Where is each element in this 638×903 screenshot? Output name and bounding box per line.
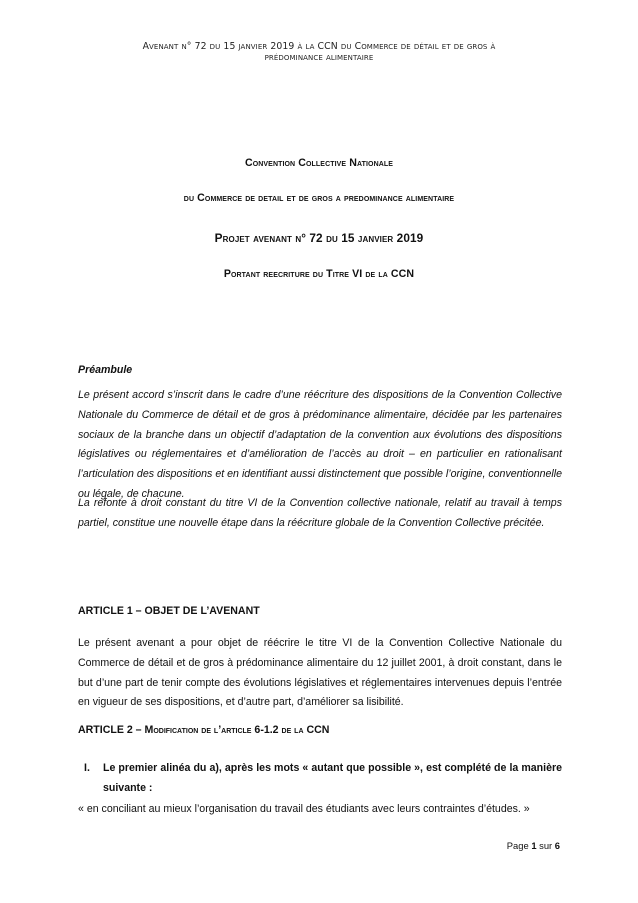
article-1-heading: ARTICLE 1 – OBJET DE L’AVENANT [78,605,260,617]
page-total: 6 [554,840,560,851]
page-label: Page [506,840,529,851]
article-2-quote: « en conciliant au mieux l’organisation du travail des étudiants avec leurs contraintes d’études. » [78,803,530,815]
preambule-heading: Préambule [78,364,133,376]
page-sep: sur [539,840,553,851]
item-number: I. [84,762,90,774]
preambule-paragraph-1: Le présent accord s’inscrit dans le cadre d’une réécriture des dispositions de la Convention Collective Nationale du Commerce de détail et de gros à prédominance alimentaire, décidée par les partenaires sociaux de la branche dans un objectif d’adaptation de la convention aux évolutions des dispositions législatives ou réglementaires et d’amélioration de l’accès au droit – en particulier en rationalisant l’articulation des dispositions et en identifiant aussi distinctement que possible l’origine, conventionnelle ou légale, de chacune. [78,389,562,500]
page-footer [507,840,560,851]
page-number: 1 [531,840,537,851]
article-2-heading: ARTICLE 2 – Modification de l’article 6-1.2 de la CCN [78,724,330,736]
item-text: Le premier alinéa du a), après les mots « autant que possible », est complété de la manière suivante : [103,762,562,794]
header-line-2: prédominance alimentaire [264,52,374,63]
preambule-paragraph-2: La refonte à droit constant du titre VI de la Convention collective nationale, relatif au travail à temps partiel, constitue une nouvelle étape dans la réécriture globale de la Convention Collective précitée. [78,497,562,529]
article-1-paragraph: Le présent avenant a pour objet de réécrire le titre VI de la Convention Collective Nationale du Commerce de détail et de gros à prédominance alimentaire du 12 juillet 2001, à droit constant, dans le but d’une part de tenir compte des évolutions législatives et réglementaires intervenues depuis l’entrée en vigueur de ses dispositions, et d’autre part, d’améliorer sa lisibilité. [78,637,562,709]
title-projet-avenant: Projet avenant n° 72 du 15 janvier 2019 [214,231,424,245]
header-line-1: Avenant n° 72 du 15 janvier 2019 à la CCN du Commerce de détail et de gros à [142,41,496,52]
title-reecriture: Portant reecriture du Titre VI de la CCN [223,268,415,280]
title-commerce: du Commerce de detail et de gros a predominance alimentaire [183,192,455,204]
page-header [80,41,558,63]
title-convention: Convention Collective Nationale [244,157,394,169]
article-2-item [78,759,562,799]
